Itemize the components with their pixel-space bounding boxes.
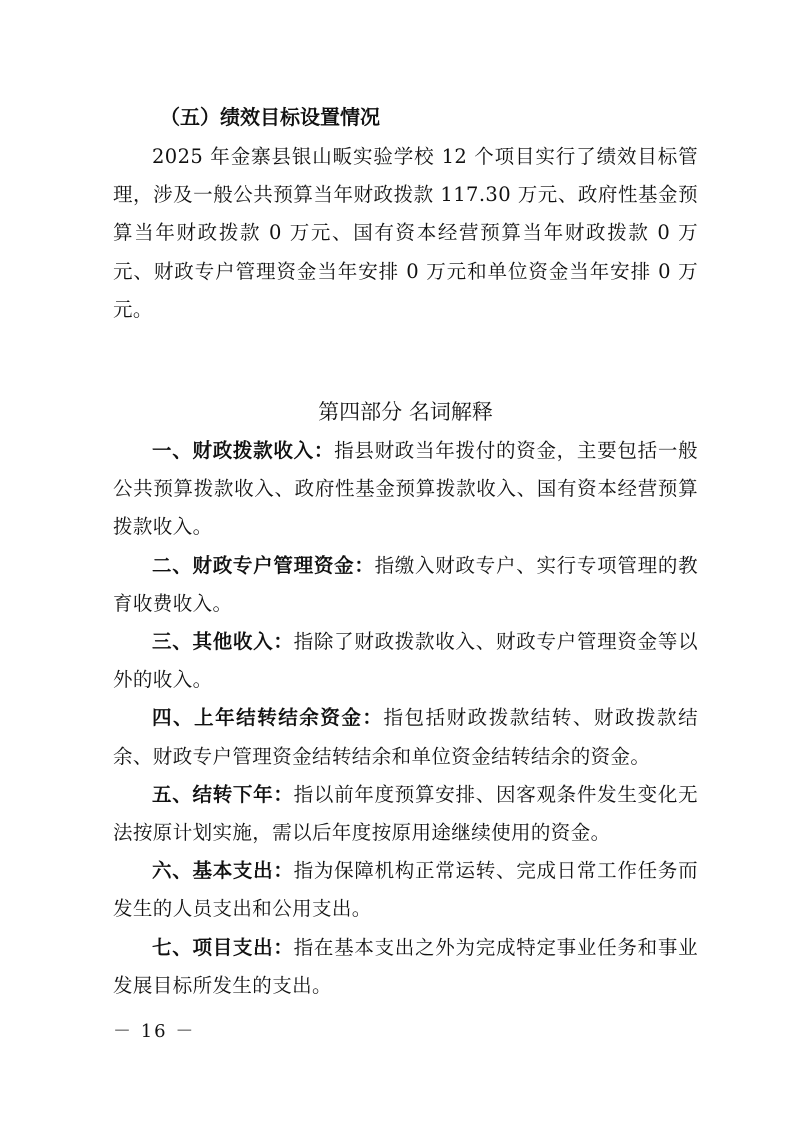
definition-term: 一、财政拨款收入： xyxy=(152,439,335,462)
definition-item xyxy=(113,623,698,699)
definition-item xyxy=(113,699,698,775)
section-paragraph: 2025 年金寨县银山畈实验学校 12 个项目实行了绩效目标管理，涉及一般公共预算当年财政拨款 117.30 万元、政府性基金预算当年财政拨款 0 万元、国有资本经营预算当年财政拨款 0 万元、财政专户管理资金当年安排 0 万元和单位资金当年安排 0 万元。 xyxy=(113,145,698,321)
part-title: 第四部分 名词解释 xyxy=(318,400,493,424)
definition-term: 六、基本支出： xyxy=(152,859,294,883)
definition-text: 指包括财政拨款结转、财政拨款结余、财政专户管理资金结转结余和单位资金结转结余的资金。 xyxy=(113,706,698,768)
page-number: － 16 － xyxy=(113,1021,196,1042)
definition-text: 指在基本支出之外为完成特定事业任务和事业发展目标所发生的支出。 xyxy=(113,935,698,997)
definition-text: 指缴入财政专户、实行专项管理的教育收费收入。 xyxy=(113,553,698,615)
definition-term: 三、其他收入： xyxy=(152,630,294,654)
definition-text: 指除了财政拨款收入、财政专户管理资金等以外的收入。 xyxy=(113,630,698,692)
definition-item xyxy=(113,776,698,852)
definitions-list xyxy=(113,432,698,1005)
definition-item xyxy=(113,432,698,547)
definition-term: 五、结转下年： xyxy=(152,782,294,806)
definition-text: 指为保障机构正常运转、完成日常工作任务而发生的人员支出和公用支出。 xyxy=(113,859,698,921)
definition-term: 四、上年结转结余资金： xyxy=(152,706,384,730)
definition-item xyxy=(113,929,698,1005)
definition-item xyxy=(113,547,698,623)
section-title: （五）绩效目标设置情况 xyxy=(160,105,380,129)
definition-text: 指以前年度预算安排、因客观条件发生变化无法按原计划实施，需以后年度按原用途继续使用的资金。 xyxy=(113,782,698,845)
definition-item xyxy=(113,852,698,928)
definition-term: 七、项目支出： xyxy=(152,935,294,959)
definition-term: 二、财政专户管理资金： xyxy=(152,553,375,577)
definition-text: 指县财政当年拨付的资金，主要包括一般公共预算拨款收入、政府性基金预算拨款收入、国有资本经营预算拨款收入。 xyxy=(113,439,698,539)
